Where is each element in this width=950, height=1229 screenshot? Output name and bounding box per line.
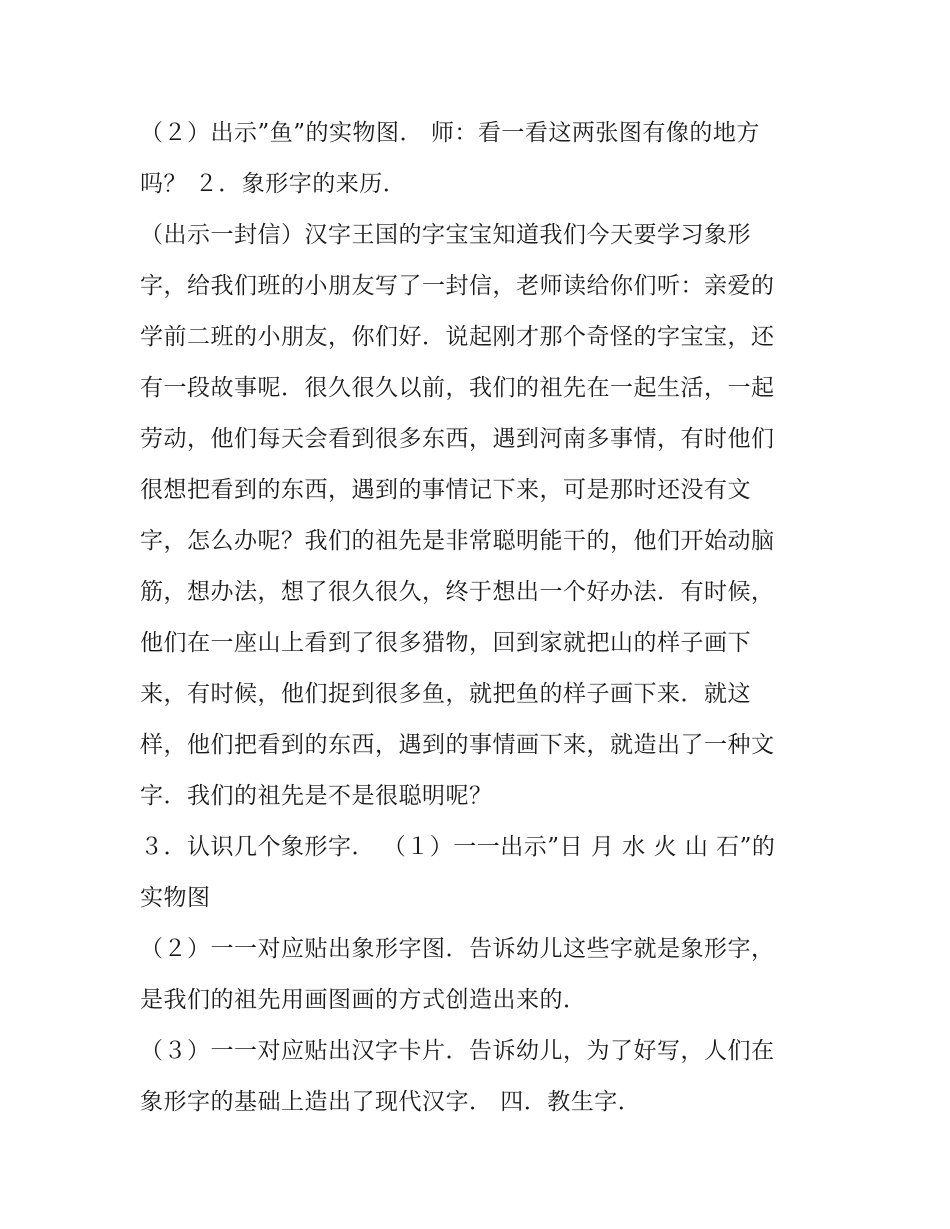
text-line: 字，怎么办呢？我们的祖先是非常聪明能干的，他们开始动脑 [140, 528, 775, 554]
text-line: （２）一一对应贴出象形字图．告诉幼儿这些字就是象形字， [140, 936, 775, 962]
text-line: 吗？ ２．象形字的来历． [140, 171, 407, 197]
text-line: 象形字的基础上造出了现代汉字． 四．教生字． [140, 1089, 642, 1115]
text-line: 他们在一座山上看到了很多猎物，回到家就把山的样子画下 [140, 630, 751, 656]
text-line: 实物图 [140, 885, 211, 911]
text-line: （２）出示”鱼”的实物图． 师：看一看这两张图有像的地方 [140, 120, 760, 146]
text-line: 有一段故事呢．很久很久以前，我们的祖先在一起生活，一起 [140, 375, 775, 401]
text-line: ３．认识几个象形字． （１）一一出示”日 月 水 火 山 石”的 [140, 834, 776, 860]
text-line: 字，给我们班的小朋友写了一封信，老师读给你们听：亲爱的 [140, 273, 775, 299]
text-line: 来，有时候，他们捉到很多鱼，就把鱼的样子画下来．就这 [140, 681, 751, 707]
text-line: 样，他们把看到的东西，遇到的事情画下来，就造出了一种文 [140, 732, 775, 758]
text-line: 字．我们的祖先是不是很聪明呢？ [140, 783, 493, 809]
text-line: 很想把看到的东西，遇到的事情记下来，可是那时还没有文 [140, 477, 751, 503]
document-body [140, 108, 815, 1128]
text-line: 劳动，他们每天会看到很多东西，遇到河南多事情，有时他们 [140, 426, 775, 452]
text-line: （３）一一对应贴出汉字卡片．告诉幼儿，为了好写，人们在 [140, 1038, 775, 1064]
text-line: （出示一封信）汉字王国的字宝宝知道我们今天要学习象形 [140, 222, 751, 248]
text-line: 是我们的祖先用画图画的方式创造出来的． [140, 987, 587, 1013]
text-line: 筋，想办法，想了很久很久，终于想出一个好办法．有时候， [140, 579, 775, 605]
text-line: 学前二班的小朋友，你们好．说起刚才那个奇怪的字宝宝，还 [140, 324, 775, 350]
